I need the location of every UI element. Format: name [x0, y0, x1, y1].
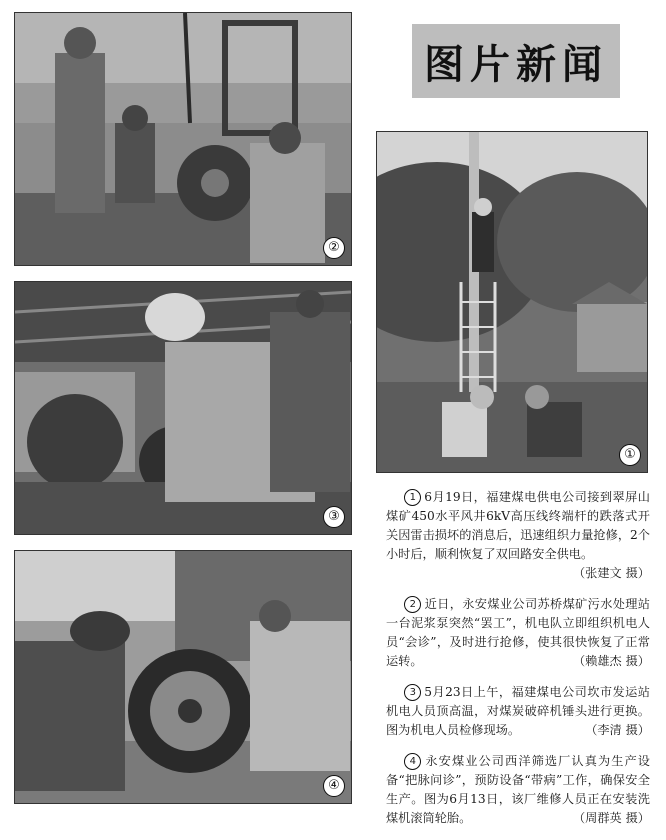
photo-3-number-badge: ③ — [323, 506, 345, 528]
photo-4-number-badge: ④ — [323, 775, 345, 797]
caption-1 — [386, 488, 650, 583]
photo-3-crusher-hammer-replacement — [14, 281, 352, 535]
photo-4-tire-installation — [14, 550, 352, 804]
section-title: 图片新闻 — [424, 41, 608, 88]
photo-2-number-badge: ② — [323, 237, 345, 259]
caption-4-number: 4 — [404, 753, 421, 770]
caption-4-credit: （周群英 摄） — [573, 811, 650, 825]
caption-2-credit: （赖雄杰 摄） — [573, 654, 650, 668]
caption-1-text: 6月19日，福建煤电供电公司接到翠屏山煤矿450水平风井6kV高压线终端杆的跌落式开关因雷击损坏的消息后，迅速组织力量抢修，2个小时后，顺利恢复了双回路安全供电。 — [386, 490, 650, 561]
photo-3-image — [15, 282, 351, 534]
section-title-box — [412, 24, 620, 98]
caption-2-number: 2 — [404, 596, 421, 613]
photo-1-number-badge: ① — [619, 444, 641, 466]
caption-3-credit: （李清 摄） — [585, 723, 650, 737]
caption-3-text: 5月23日上午，福建煤电公司坎市发运站机电人员顶高温，对煤炭破碎机锤头进行更换。图为机电人员检修现场。 — [386, 685, 650, 737]
caption-2 — [386, 595, 650, 671]
caption-3-number: 3 — [404, 684, 421, 701]
caption-1-credit: （张建文 摄） — [573, 566, 650, 580]
photo-1-power-line-repair — [376, 131, 648, 473]
photo-2-image — [15, 13, 351, 265]
caption-3 — [386, 683, 650, 740]
caption-4-text: 永安煤业公司西洋筛选厂认真为生产设备“把脉问诊”，预防设备“带病”工作，确保安全生产。图为6月13日，该厂维修人员正在安装洗煤机滚筒轮胎。 — [386, 754, 650, 825]
photo-4-image — [15, 551, 351, 803]
caption-1-number: 1 — [404, 489, 421, 506]
caption-2-text: 近日，永安煤业公司苏桥煤矿污水处理站一台泥浆泵突然“罢工”，机电队立即组织机电人员“会诊”，及时进行抢修，使其很快恢复了正常运转。 — [386, 597, 650, 668]
caption-4 — [386, 752, 650, 828]
photo-2-mud-pump-repair — [14, 12, 352, 266]
photo-captions — [386, 488, 650, 840]
photo-1-image — [377, 132, 647, 472]
